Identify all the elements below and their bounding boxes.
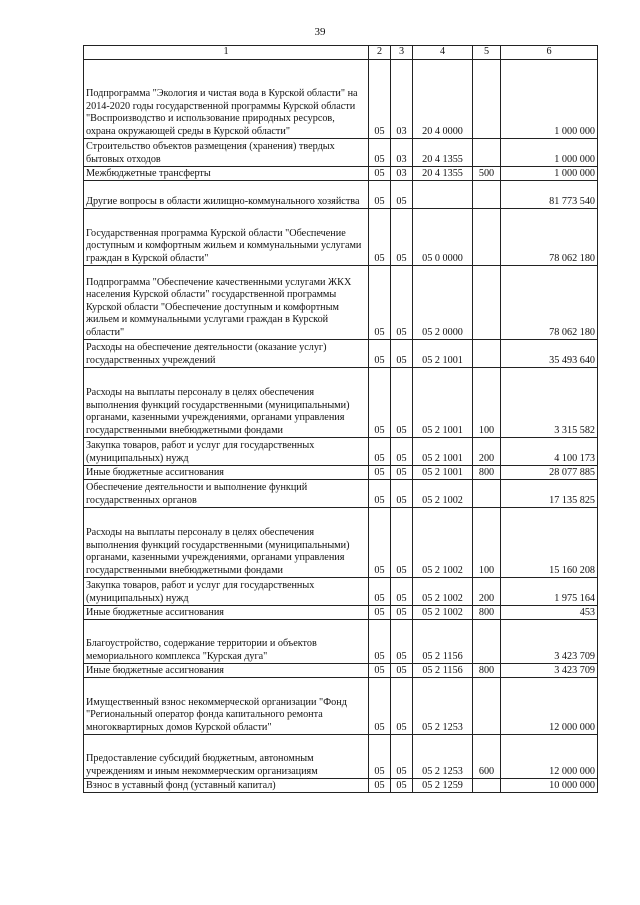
section-code-cell: 05	[369, 606, 391, 620]
expense-type-cell: 500	[473, 167, 501, 181]
section-code-cell: 05	[369, 340, 391, 368]
subsection-code-cell: 05	[391, 340, 413, 368]
row-name-cell: Подпрограмма "Экология и чистая вода в Курской области" на 2014-2020 годы государственной программы Курской области "Воспроизводство и использование природных ресурсов, охрана окружающей среды в Курской области"	[84, 60, 369, 139]
target-article-cell: 05 2 1156	[413, 664, 473, 678]
amount-cell: 35 493 640	[501, 340, 598, 368]
subsection-code-cell: 05	[391, 466, 413, 480]
section-code-cell: 05	[369, 209, 391, 266]
row-name-cell: Расходы на обеспечение деятельности (оказание услуг) государственных учреждений	[84, 340, 369, 368]
expense-type-cell: 100	[473, 368, 501, 438]
expense-type-cell: 800	[473, 664, 501, 678]
row-name-cell: Закупка товаров, работ и услуг для государственных (муниципальных) нужд	[84, 438, 369, 466]
section-code-cell: 05	[369, 466, 391, 480]
expense-type-cell	[473, 678, 501, 735]
row-name-cell: Взнос в уставный фонд (уставный капитал)	[84, 779, 369, 793]
target-article-cell: 20 4 1355	[413, 167, 473, 181]
page-number: 39	[314, 26, 326, 38]
subsection-code-cell: 05	[391, 266, 413, 340]
subsection-code-cell: 05	[391, 508, 413, 578]
table-row	[84, 578, 598, 606]
section-code-cell: 05	[369, 735, 391, 779]
amount-cell: 78 062 180	[501, 209, 598, 266]
table-row	[84, 735, 598, 779]
amount-cell: 3 423 709	[501, 664, 598, 678]
subsection-code-cell: 05	[391, 735, 413, 779]
subsection-code-cell: 05	[391, 606, 413, 620]
target-article-cell: 05 2 1002	[413, 606, 473, 620]
row-name-cell: Расходы на выплаты персоналу в целях обеспечения выполнения функций государственными (муниципальными) органами, казенными учреждениями, органами управления государственными внебюджетными фондами	[84, 508, 369, 578]
amount-cell: 12 000 000	[501, 678, 598, 735]
target-article-cell: 05 2 1002	[413, 508, 473, 578]
row-name-cell: Иные бюджетные ассигнования	[84, 466, 369, 480]
target-article-cell: 05 2 1002	[413, 480, 473, 508]
budget-table	[83, 45, 598, 793]
row-name-cell: Межбюджетные трансферты	[84, 167, 369, 181]
expense-type-cell	[473, 779, 501, 793]
row-name-cell: Строительство объектов размещения (хранения) твердых бытовых отходов	[84, 139, 369, 167]
target-article-cell: 05 2 1001	[413, 438, 473, 466]
table-row	[84, 266, 598, 340]
section-code-cell: 05	[369, 578, 391, 606]
table-row	[84, 60, 598, 139]
amount-cell: 10 000 000	[501, 779, 598, 793]
subsection-code-cell: 05	[391, 779, 413, 793]
header-cell: 2	[369, 46, 391, 60]
target-article-cell: 20 4 1355	[413, 139, 473, 167]
table-body	[84, 60, 598, 793]
amount-cell: 17 135 825	[501, 480, 598, 508]
expense-type-cell	[473, 139, 501, 167]
table-row	[84, 480, 598, 508]
table-row	[84, 779, 598, 793]
table-row	[84, 139, 598, 167]
target-article-cell: 05 2 1253	[413, 678, 473, 735]
expense-type-cell: 200	[473, 578, 501, 606]
section-code-cell: 05	[369, 779, 391, 793]
section-code-cell: 05	[369, 508, 391, 578]
target-article-cell: 05 2 1001	[413, 340, 473, 368]
amount-cell: 453	[501, 606, 598, 620]
subsection-code-cell: 05	[391, 620, 413, 664]
target-article-cell: 05 2 0000	[413, 266, 473, 340]
subsection-code-cell: 05	[391, 368, 413, 438]
table-row	[84, 438, 598, 466]
section-code-cell: 05	[369, 678, 391, 735]
section-code-cell: 05	[369, 480, 391, 508]
row-name-cell: Закупка товаров, работ и услуг для государственных (муниципальных) нужд	[84, 578, 369, 606]
subsection-code-cell: 03	[391, 60, 413, 139]
target-article-cell: 05 0 0000	[413, 209, 473, 266]
expense-type-cell	[473, 60, 501, 139]
expense-type-cell	[473, 181, 501, 209]
amount-cell: 1 975 164	[501, 578, 598, 606]
expense-type-cell: 800	[473, 606, 501, 620]
row-name-cell: Обеспечение деятельности и выполнение функций государственных органов	[84, 480, 369, 508]
section-code-cell: 05	[369, 139, 391, 167]
subsection-code-cell: 05	[391, 181, 413, 209]
table-row	[84, 167, 598, 181]
amount-cell: 3 315 582	[501, 368, 598, 438]
section-code-cell: 05	[369, 368, 391, 438]
table-row	[84, 664, 598, 678]
amount-cell: 1 000 000	[501, 167, 598, 181]
expense-type-cell: 200	[473, 438, 501, 466]
subsection-code-cell: 05	[391, 480, 413, 508]
row-name-cell: Предоставление субсидий бюджетным, автономным учреждениям и иным некоммерческим организациям	[84, 735, 369, 779]
row-name-cell: Подпрограмма "Обеспечение качественными услугами ЖКХ населения Курской области" государственной программы Курской области "Обеспечение доступным и комфортным жильем и коммунальными услугами граждан в Курской области"	[84, 266, 369, 340]
row-name-cell: Благоустройство, содержание территории и объектов мемориального комплекса "Курская дуга"	[84, 620, 369, 664]
amount-cell: 12 000 000	[501, 735, 598, 779]
expense-type-cell: 600	[473, 735, 501, 779]
subsection-code-cell: 05	[391, 664, 413, 678]
subsection-code-cell: 03	[391, 139, 413, 167]
target-article-cell	[413, 181, 473, 209]
subsection-code-cell: 05	[391, 209, 413, 266]
header-cell: 1	[84, 46, 369, 60]
expense-type-cell	[473, 620, 501, 664]
subsection-code-cell: 05	[391, 678, 413, 735]
amount-cell: 1 000 000	[501, 139, 598, 167]
section-code-cell: 05	[369, 620, 391, 664]
amount-cell: 15 160 208	[501, 508, 598, 578]
table-row	[84, 466, 598, 480]
target-article-cell: 05 2 1156	[413, 620, 473, 664]
amount-cell: 4 100 173	[501, 438, 598, 466]
subsection-code-cell: 05	[391, 578, 413, 606]
header-cell: 5	[473, 46, 501, 60]
section-code-cell: 05	[369, 266, 391, 340]
row-name-cell: Имущественный взнос некоммерческой организации "Фонд "Региональный оператор фонда капитального ремонта многоквартирных домов Курской области"	[84, 678, 369, 735]
header-cell: 3	[391, 46, 413, 60]
target-article-cell: 20 4 0000	[413, 60, 473, 139]
expense-type-cell: 100	[473, 508, 501, 578]
row-name-cell: Иные бюджетные ассигнования	[84, 606, 369, 620]
section-code-cell: 05	[369, 664, 391, 678]
header-row	[84, 46, 598, 60]
target-article-cell: 05 2 1253	[413, 735, 473, 779]
amount-cell: 78 062 180	[501, 266, 598, 340]
target-article-cell: 05 2 1001	[413, 466, 473, 480]
amount-cell: 28 077 885	[501, 466, 598, 480]
table-row	[84, 508, 598, 578]
expense-type-cell	[473, 340, 501, 368]
expense-type-cell	[473, 266, 501, 340]
section-code-cell: 05	[369, 167, 391, 181]
table-row	[84, 209, 598, 266]
amount-cell: 1 000 000	[501, 60, 598, 139]
table-row	[84, 368, 598, 438]
row-name-cell: Другие вопросы в области жилищно-коммунального хозяйства	[84, 181, 369, 209]
row-name-cell: Расходы на выплаты персоналу в целях обеспечения выполнения функций государственными (муниципальными) органами, казенными учреждениями, органами управления государственными внебюджетными фондами	[84, 368, 369, 438]
header-cell: 6	[501, 46, 598, 60]
section-code-cell: 05	[369, 60, 391, 139]
table-row	[84, 606, 598, 620]
target-article-cell: 05 2 1001	[413, 368, 473, 438]
table-row	[84, 678, 598, 735]
row-name-cell: Государственная программа Курской области "Обеспечение доступным и комфортным жильем и коммунальными услугами граждан в Курской области"	[84, 209, 369, 266]
expense-type-cell	[473, 209, 501, 266]
expense-type-cell: 800	[473, 466, 501, 480]
subsection-code-cell: 05	[391, 438, 413, 466]
header-cell: 4	[413, 46, 473, 60]
table-row	[84, 340, 598, 368]
row-name-cell: Иные бюджетные ассигнования	[84, 664, 369, 678]
table-row	[84, 181, 598, 209]
expense-type-cell	[473, 480, 501, 508]
section-code-cell: 05	[369, 438, 391, 466]
amount-cell: 81 773 540	[501, 181, 598, 209]
target-article-cell: 05 2 1259	[413, 779, 473, 793]
subsection-code-cell: 03	[391, 167, 413, 181]
table-row	[84, 620, 598, 664]
amount-cell: 3 423 709	[501, 620, 598, 664]
section-code-cell: 05	[369, 181, 391, 209]
target-article-cell: 05 2 1002	[413, 578, 473, 606]
